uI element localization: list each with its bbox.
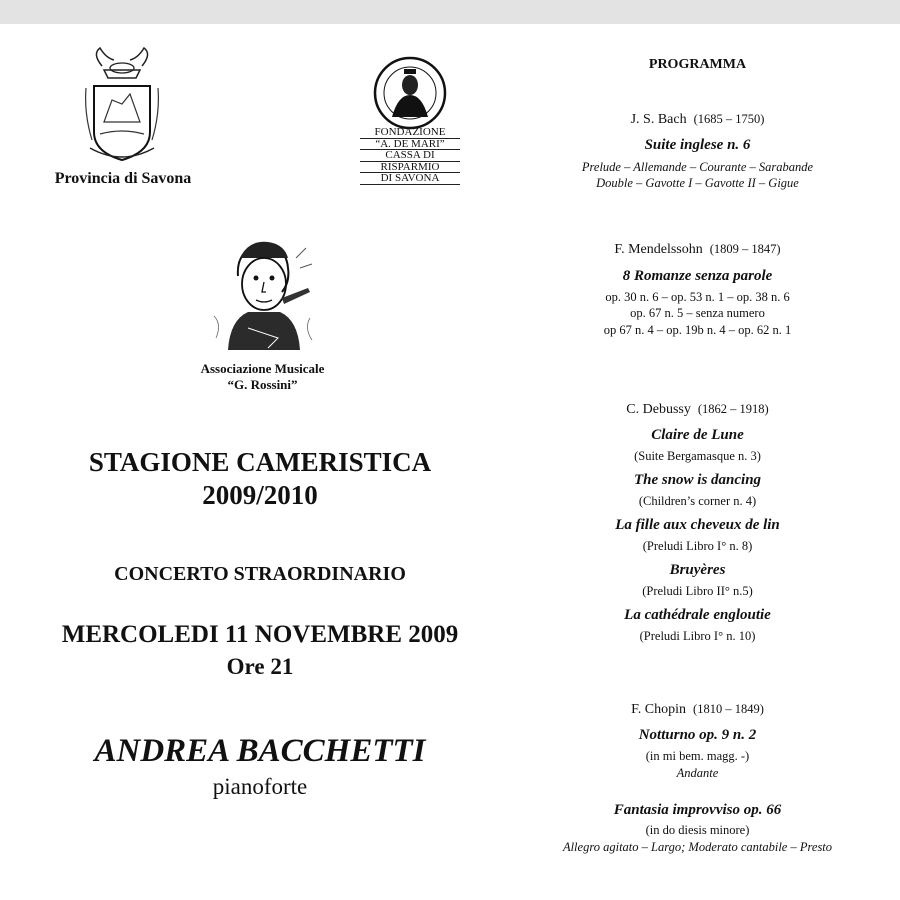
work-detail: op 67 n. 4 – op. 19b n. 4 – op. 62 n. 1 [603, 323, 792, 337]
work-detail: op. 30 n. 6 – op. 53 n. 1 – op. 38 n. 6 [605, 290, 790, 304]
performer-name: ANDREA BACCHETTI [94, 733, 426, 769]
composer-years: (1862 – 1918) [697, 402, 769, 416]
composer-mendelssohn [520, 242, 875, 258]
associazione-name-line1: Associazione Musicale [200, 361, 325, 376]
fondazione-line: DI SAVONA [360, 173, 460, 185]
fondazione-line: RISPARMIO [360, 162, 460, 174]
work-title: La cathédrale engloutie [624, 607, 771, 623]
work-note: (Preludi Libro I° n. 10) [639, 629, 756, 643]
performer-instrument: pianoforte [212, 774, 308, 799]
concert-date: MERCOLEDI 11 NOVEMBRE 2009 [61, 621, 459, 648]
work-detail: op. 67 n. 5 – senza numero [630, 306, 765, 320]
work-note: (Suite Bergamasque n. 3) [634, 449, 761, 463]
composer-name: F. Mendelssohn [614, 242, 703, 257]
work-note: (Children’s corner n. 4) [638, 494, 757, 508]
composer-chopin [520, 702, 875, 718]
work-title: Bruyères [669, 562, 726, 578]
programma-heading: PROGRAMMA [648, 57, 747, 72]
work-movements: Double – Gavotte I – Gavotte II – Gigue [596, 176, 799, 190]
work-key: (in mi bem. magg. -) [645, 749, 750, 763]
associazione-name-line2: “G. Rossini” [227, 377, 298, 392]
fondazione-seal-logo [372, 55, 448, 131]
composer-years: (1809 – 1847) [709, 242, 781, 256]
work-title: Fantasia improvviso op. 66 [613, 802, 782, 818]
fondazione-line: “A. DE MARI” [360, 139, 460, 151]
fondazione-line: CASSA DI [360, 150, 460, 162]
work-movements: Prelude – Allemande – Courante – Sarabande [581, 160, 814, 174]
season-year: 2009/2010 [202, 480, 318, 510]
work-title: La fille aux cheveux de lin [615, 517, 780, 533]
fondazione-line: FONDAZIONE [360, 127, 460, 139]
work-title: Suite inglese n. 6 [644, 137, 751, 153]
fondazione-name [360, 127, 460, 185]
season-title: STAGIONE CAMERISTICA [88, 447, 432, 477]
rossini-caricature-image [208, 228, 318, 353]
composer-years: (1685 – 1750) [693, 112, 765, 126]
composer-years: (1810 – 1849) [693, 702, 764, 716]
work-note: (Preludi Libro II° n.5) [642, 584, 753, 598]
work-tempo: Andante [676, 766, 719, 780]
concert-type: CONCERTO STRAORDINARIO [114, 563, 406, 585]
composer-name: F. Chopin [631, 702, 687, 717]
work-title: 8 Romanze senza parole [622, 268, 773, 284]
work-title: The snow is dancing [633, 472, 762, 488]
composer-name: C. Debussy [626, 402, 691, 417]
concert-time: Ore 21 [226, 654, 294, 679]
work-tempo: Allegro agitato – Largo; Moderato cantabile – Presto [562, 840, 833, 854]
work-key: (in do diesis minore) [645, 823, 750, 837]
top-bar [0, 0, 900, 24]
work-title: Notturno op. 9 n. 2 [638, 727, 757, 743]
work-title: Claire de Lune [651, 427, 744, 443]
composer-debussy [520, 402, 875, 418]
provincia-crest-logo [82, 44, 162, 170]
work-note: (Preludi Libro I° n. 8) [642, 539, 753, 553]
composer-name: J. S. Bach [630, 112, 687, 127]
composer-bach [520, 112, 875, 128]
provincia-name: Provincia di Savona [54, 170, 192, 187]
